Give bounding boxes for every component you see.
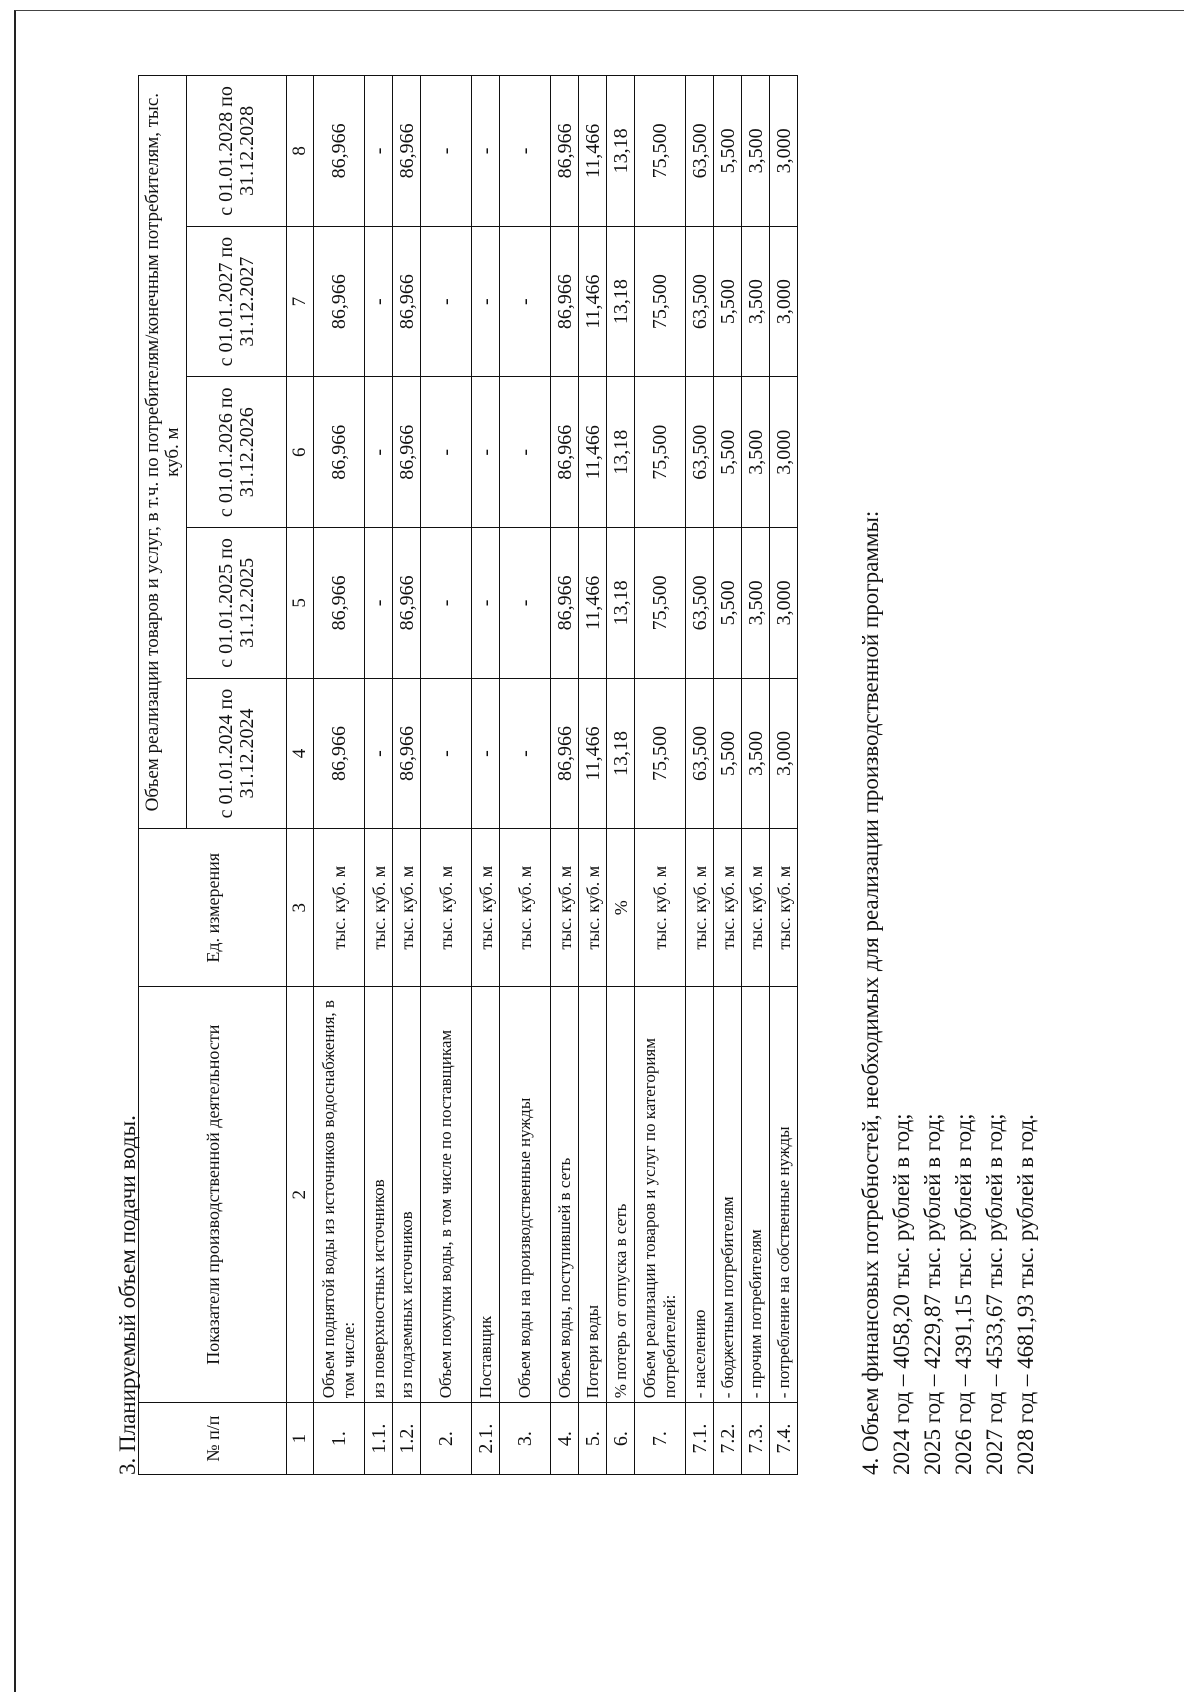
row-value-2025: 86,966 <box>551 528 579 679</box>
table-row <box>421 76 472 1475</box>
table-row <box>472 76 500 1475</box>
row-value-2026: 11,466 <box>579 377 607 528</box>
row-unit: тыс. куб. м <box>551 829 579 987</box>
row-value-2028: 86,966 <box>551 76 579 227</box>
row-unit: тыс. куб. м <box>393 829 421 987</box>
row-number: 6. <box>607 1403 635 1475</box>
row-value-2025: 86,966 <box>393 528 421 679</box>
table-row <box>742 76 770 1475</box>
row-unit: тыс. куб. м <box>770 829 798 987</box>
column-number: 2 <box>287 987 314 1403</box>
row-unit: % <box>607 829 635 987</box>
row-value-2028: 13,18 <box>607 76 635 227</box>
row-value-2024: - <box>500 678 551 829</box>
header-num: № п/п <box>139 1403 287 1475</box>
row-unit: тыс. куб. м <box>579 829 607 987</box>
row-value-2027: 86,966 <box>393 226 421 377</box>
table-row <box>770 76 798 1475</box>
section-3-title: 3. Планируемый объем подачи воды. <box>115 1115 140 1475</box>
row-value-2024: - <box>472 678 500 829</box>
row-value-2025: 3,000 <box>770 528 798 679</box>
row-number: 7.1. <box>686 1403 714 1475</box>
row-number: 7.4. <box>770 1403 798 1475</box>
row-number: 2.1. <box>472 1403 500 1475</box>
table-row <box>607 76 635 1475</box>
row-value-2027: 13,18 <box>607 226 635 377</box>
row-value-2026: - <box>421 377 472 528</box>
row-value-2028: - <box>421 76 472 227</box>
row-unit: тыс. куб. м <box>500 829 551 987</box>
row-value-2024: - <box>421 678 472 829</box>
row-indicator: Потери воды <box>579 987 607 1403</box>
row-value-2025: 63,500 <box>686 528 714 679</box>
row-value-2024: 13,18 <box>607 678 635 829</box>
financial-line-2025: 2025 год – 4229,87 тыс. рублей в год; <box>920 1113 945 1475</box>
row-value-2027: 5,500 <box>714 226 742 377</box>
header-period-2025: с 01.01.2025 по 31.12.2025 <box>187 528 287 679</box>
row-indicator: Поставщик <box>472 987 500 1403</box>
row-indicator: - бюджетным потребителям <box>714 987 742 1403</box>
row-value-2026: 86,966 <box>314 377 365 528</box>
header-indicator: Показатели производственной деятельности <box>139 987 287 1403</box>
row-value-2027: - <box>421 226 472 377</box>
header-period-2028: с 01.01.2028 по 31.12.2028 <box>187 76 287 227</box>
row-value-2028: 86,966 <box>393 76 421 227</box>
row-unit: тыс. куб. м <box>421 829 472 987</box>
row-value-2024: 86,966 <box>551 678 579 829</box>
table-row <box>393 76 421 1475</box>
row-indicator: Объем воды на производственные нужды <box>500 987 551 1403</box>
row-value-2025: 5,500 <box>714 528 742 679</box>
row-unit: тыс. куб. м <box>472 829 500 987</box>
row-value-2027: 86,966 <box>551 226 579 377</box>
row-indicator: из поверхностных источников <box>365 987 393 1403</box>
column-number: 4 <box>287 678 314 829</box>
row-value-2024: 3,000 <box>770 678 798 829</box>
row-value-2025: 13,18 <box>607 528 635 679</box>
row-value-2025: 75,500 <box>635 528 686 679</box>
header-period-2026: с 01.01.2026 по 31.12.2026 <box>187 377 287 528</box>
row-value-2026: 63,500 <box>686 377 714 528</box>
row-value-2024: 86,966 <box>393 678 421 829</box>
row-value-2025: - <box>472 528 500 679</box>
row-value-2028: 3,000 <box>770 76 798 227</box>
table-row <box>714 76 742 1475</box>
table-row <box>686 76 714 1475</box>
row-number: 1. <box>314 1403 365 1475</box>
row-value-2024: - <box>365 678 393 829</box>
financial-line-2024: 2024 год – 4058,20 тыс. рублей в год; <box>889 1113 914 1475</box>
header-period-2024: с 01.01.2024 по 31.12.2024 <box>187 678 287 829</box>
column-number: 3 <box>287 829 314 987</box>
row-value-2025: 3,500 <box>742 528 770 679</box>
row-value-2026: - <box>472 377 500 528</box>
row-number: 4. <box>551 1403 579 1475</box>
row-value-2026: 75,500 <box>635 377 686 528</box>
row-number: 7. <box>635 1403 686 1475</box>
row-value-2028: 3,500 <box>742 76 770 227</box>
row-indicator: - потребление на собственные нужды <box>770 987 798 1403</box>
row-indicator: Объем поднятой воды из источников водоснабжения, в том числе: <box>314 987 365 1403</box>
header-volume: Объем реализации товаров и услуг, в т.ч. по потребителям/конечным потребителям, тыс. куб. м <box>139 76 187 829</box>
row-value-2028: 86,966 <box>314 76 365 227</box>
row-unit: тыс. куб. м <box>365 829 393 987</box>
row-value-2024: 11,466 <box>579 678 607 829</box>
row-value-2026: 86,966 <box>393 377 421 528</box>
row-value-2026: 3,500 <box>742 377 770 528</box>
row-value-2027: - <box>500 226 551 377</box>
row-value-2028: 75,500 <box>635 76 686 227</box>
column-number: 1 <box>287 1403 314 1475</box>
row-value-2025: - <box>500 528 551 679</box>
row-value-2027: - <box>365 226 393 377</box>
row-value-2027: 3,500 <box>742 226 770 377</box>
row-value-2027: 11,466 <box>579 226 607 377</box>
row-value-2026: 13,18 <box>607 377 635 528</box>
row-value-2024: 5,500 <box>714 678 742 829</box>
financial-line-2026: 2026 год – 4391,15 тыс. рублей в год; <box>951 1113 976 1475</box>
row-value-2026: 5,500 <box>714 377 742 528</box>
row-indicator: из подземных источников <box>393 987 421 1403</box>
header-unit: Ед. измерения <box>139 829 287 987</box>
table-row <box>500 76 551 1475</box>
row-value-2028: 5,500 <box>714 76 742 227</box>
row-value-2026: 86,966 <box>551 377 579 528</box>
row-value-2027: 75,500 <box>635 226 686 377</box>
section-4-financial-needs <box>855 511 1041 1475</box>
row-indicator: - населению <box>686 987 714 1403</box>
row-value-2026: - <box>500 377 551 528</box>
row-number: 3. <box>500 1403 551 1475</box>
row-indicator: Объем воды, поступившей в сеть <box>551 987 579 1403</box>
financial-line-2028: 2028 год – 4681,93 тыс. рублей в год. <box>1013 1114 1038 1475</box>
table-row <box>365 76 393 1475</box>
financial-line-2027: 2027 год – 4533,67 тыс. рублей в год; <box>982 1113 1007 1475</box>
row-indicator: % потерь от отпуска в сеть <box>607 987 635 1403</box>
row-number: 2. <box>421 1403 472 1475</box>
row-number: 7.3. <box>742 1403 770 1475</box>
row-value-2028: 11,466 <box>579 76 607 227</box>
table-row <box>314 76 365 1475</box>
row-unit: тыс. куб. м <box>714 829 742 987</box>
row-value-2024: 63,500 <box>686 678 714 829</box>
row-value-2028: 63,500 <box>686 76 714 227</box>
row-value-2024: 3,500 <box>742 678 770 829</box>
row-unit: тыс. куб. м <box>742 829 770 987</box>
row-value-2025: - <box>365 528 393 679</box>
row-value-2028: - <box>365 76 393 227</box>
row-value-2027: - <box>472 226 500 377</box>
row-indicator: Объем реализации товаров и услуг по категориям потребителей: <box>635 987 686 1403</box>
row-value-2028: - <box>472 76 500 227</box>
table-row <box>579 76 607 1475</box>
row-value-2025: 86,966 <box>314 528 365 679</box>
row-value-2026: - <box>365 377 393 528</box>
column-number: 8 <box>287 76 314 227</box>
column-number: 5 <box>287 528 314 679</box>
row-value-2025: - <box>421 528 472 679</box>
row-value-2027: 86,966 <box>314 226 365 377</box>
row-value-2027: 3,000 <box>770 226 798 377</box>
table-row <box>635 76 686 1475</box>
row-number: 7.2. <box>714 1403 742 1475</box>
row-value-2027: 63,500 <box>686 226 714 377</box>
table-row <box>551 76 579 1475</box>
row-value-2026: 3,000 <box>770 377 798 528</box>
column-numbers-row <box>287 76 314 1475</box>
row-number: 5. <box>579 1403 607 1475</box>
row-unit: тыс. куб. м <box>314 829 365 987</box>
water-supply-table <box>138 75 798 1475</box>
row-unit: тыс. куб. м <box>635 829 686 987</box>
row-number: 1.1. <box>365 1403 393 1475</box>
column-number: 6 <box>287 377 314 528</box>
header-period-2027: с 01.01.2027 по 31.12.2027 <box>187 226 287 377</box>
row-value-2024: 86,966 <box>314 678 365 829</box>
column-number: 7 <box>287 226 314 377</box>
row-indicator: Объем покупки воды, в том числе по поставщикам <box>421 987 472 1403</box>
row-indicator: - прочим потребителям <box>742 987 770 1403</box>
row-unit: тыс. куб. м <box>686 829 714 987</box>
row-value-2024: 75,500 <box>635 678 686 829</box>
row-value-2028: - <box>500 76 551 227</box>
row-number: 1.2. <box>393 1403 421 1475</box>
section-4-title: 4. Объем финансовых потребностей, необходимых для реализации производственной программы: <box>858 510 883 1475</box>
row-value-2025: 11,466 <box>579 528 607 679</box>
